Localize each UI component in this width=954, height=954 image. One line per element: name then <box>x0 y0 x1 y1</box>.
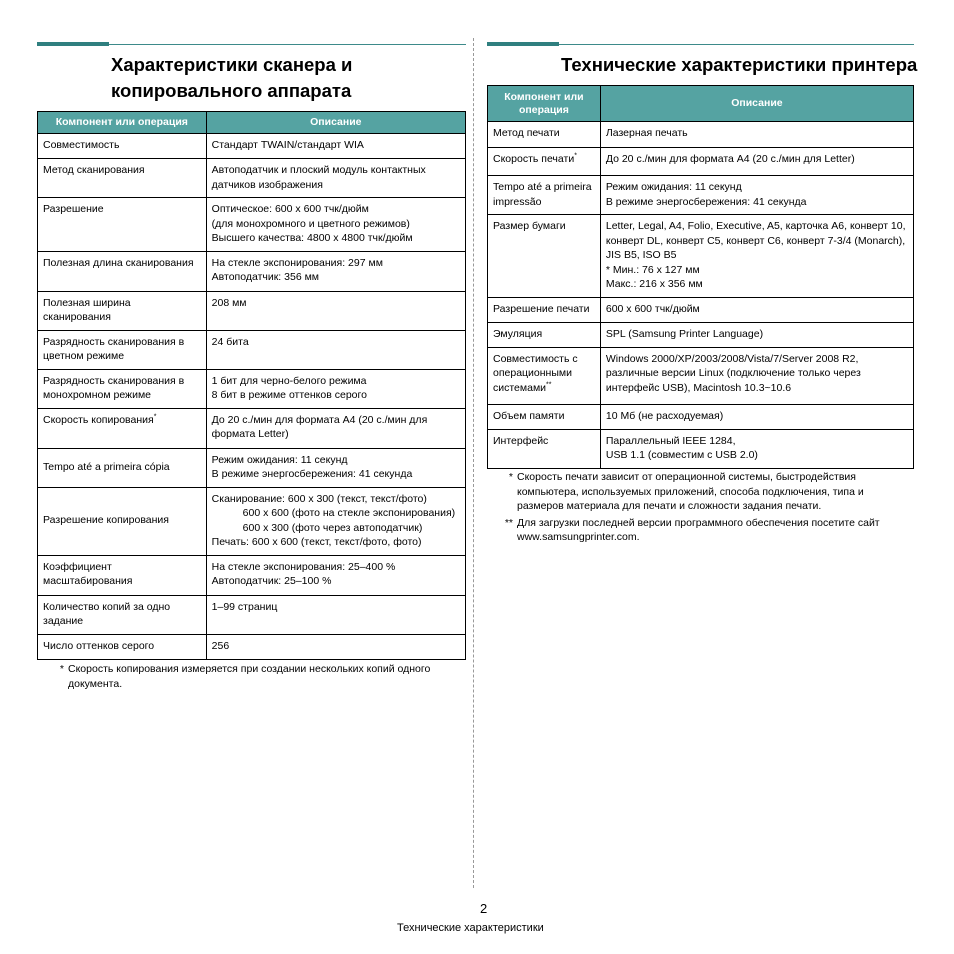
component-name: Интерфейс <box>493 434 549 447</box>
component-name: Разрешение печати <box>493 302 590 315</box>
footnote-marker: * <box>574 152 577 160</box>
scanner-row <box>38 448 466 487</box>
scanner-row <box>38 487 466 555</box>
description-line: Печать: 600 x 600 (текст, текст/фото, фото) <box>211 536 422 548</box>
description-line: (для монохромного и цветного режимов) <box>211 217 410 230</box>
description-line: В режиме энергосбережения: 41 секунда <box>605 195 807 208</box>
scanner-row <box>38 595 466 634</box>
printer-row-description <box>600 122 913 148</box>
printer-row <box>488 215 914 298</box>
component-name: Совместимость с операционными системами <box>493 352 578 394</box>
scanner-row-description <box>206 369 465 408</box>
description-line: 208 мм <box>211 296 247 309</box>
scanner-row-description <box>206 595 465 634</box>
footnote-marker: * <box>153 413 157 420</box>
component-name: Разрядность сканирования в монохромном режиме <box>43 374 185 401</box>
description-line: На стекле экспонирования: 297 мм <box>211 256 383 269</box>
description-line: На стекле экспонирования: 25–400 % <box>211 560 396 573</box>
component-name: Размер бумаги <box>493 220 566 232</box>
description-line: Автоподатчик: 356 мм <box>211 271 320 283</box>
scanner-row-description <box>206 134 465 159</box>
footnote <box>500 516 908 545</box>
printer-row-description <box>600 297 913 322</box>
footnote-text: Скорость копирования измеряется при создании нескольких копий одного документа. <box>68 663 431 690</box>
description-line: 1 бит для черно-белого режима <box>211 374 367 387</box>
printer-row-description <box>600 322 913 347</box>
printer-row <box>488 347 914 404</box>
scanner-row-description <box>206 487 465 555</box>
footer-section-name: Технические характеристики <box>397 922 544 934</box>
scanner-row-component <box>38 408 207 448</box>
component-name: Разрядность сканирования в цветном режиме <box>43 335 185 362</box>
footnote-mark: * <box>59 663 64 675</box>
scanner-row-description <box>206 330 465 369</box>
description-line: До 20 с./мин для формата A4 (20 с./мин для формата Letter) <box>211 413 428 440</box>
scanner-row-component <box>38 159 207 198</box>
printer-row <box>488 322 914 347</box>
printer-row-component <box>488 322 601 347</box>
scanner-row-component <box>38 330 207 369</box>
page-number: 2 <box>480 901 488 916</box>
scanner-row <box>38 134 466 159</box>
component-name: Разрешение копирования <box>43 514 169 527</box>
component-name: Количество копий за одно задание <box>43 600 171 627</box>
scanner-row <box>38 369 466 408</box>
scanner-row-description <box>206 408 465 448</box>
printer-row <box>488 148 914 176</box>
description-line: 24 бита <box>211 335 249 348</box>
printer-row <box>488 297 914 322</box>
scanner-row-component <box>38 487 207 555</box>
scanner-row-description <box>206 634 465 659</box>
description-line: Оптическое: 600 x 600 тчк/дюйм <box>211 203 369 215</box>
description-line: Режим ожидания: 11 секунд <box>605 181 742 193</box>
component-name: Скорость копирования <box>43 413 154 426</box>
scanner-row-description <box>206 159 465 198</box>
printer-row-description <box>600 404 913 429</box>
footnote <box>55 662 455 691</box>
column-divider <box>473 38 474 888</box>
printer-row <box>488 429 914 468</box>
component-name: Метод сканирования <box>43 164 145 176</box>
component-name: Полезная длина сканирования <box>43 256 194 269</box>
scanner-row-component <box>38 291 207 330</box>
printer-footnotes <box>500 470 908 547</box>
footnote-marker: ** <box>546 381 552 388</box>
printer-row-description <box>600 148 913 176</box>
description-line: Режим ожидания: 11 секунд <box>211 453 348 466</box>
scanner-row-description <box>206 251 465 291</box>
printer-row <box>488 122 914 148</box>
description-line: SPL (Samsung Printer Language) <box>605 327 764 340</box>
description-line: Автоподатчик: 25–100 % <box>211 575 332 587</box>
scanner-row-component <box>38 634 207 659</box>
printer-row-description <box>600 176 913 215</box>
description-line: 600 x 600 (фото на стекле экспонирования) <box>242 507 456 519</box>
scanner-header-description: Описание <box>206 112 465 134</box>
description-line: Letter, Legal, A4, Folio, Executive, A5, карточка A6, конверт 10, конверт DL, конверт C5, конверт C6, конверт 7-3/4 (Monarch), JIS B5, ISO B5 <box>605 220 906 261</box>
description-line: Стандарт TWAIN/стандарт WIA <box>211 139 364 151</box>
scanner-header-component: Компонент или операция <box>38 112 207 134</box>
component-name: Число оттенков серого <box>43 639 155 652</box>
printer-row-description <box>600 347 913 404</box>
description-line: USB 1.1 (совместим с USB 2.0) <box>605 449 758 461</box>
description-line: Высшего качества: 4800 x 4800 тчк/дюйм <box>211 232 413 244</box>
printer-spec-table <box>487 85 914 469</box>
component-name: Метод печати <box>493 127 560 139</box>
scanner-row-component <box>38 595 207 634</box>
scanner-row-component <box>38 251 207 291</box>
footnote <box>500 470 908 514</box>
component-name: Скорость печати <box>493 153 575 165</box>
printer-header-description: Описание <box>600 86 913 122</box>
footnote-mark: * <box>508 471 513 483</box>
component-name: Коэффициент масштабирования <box>43 560 133 587</box>
scanner-row <box>38 251 466 291</box>
description-line: В режиме энергосбережения: 41 секунда <box>211 468 413 480</box>
component-name: Разрешение <box>43 203 104 215</box>
component-name: Tempo até a primeira cópia <box>43 460 170 473</box>
component-name: Эмуляция <box>493 327 543 340</box>
printer-row <box>488 404 914 429</box>
scanner-row-component <box>38 134 207 159</box>
scanner-row-description <box>206 555 465 595</box>
printer-row-component <box>488 347 601 404</box>
scanner-row <box>38 330 466 369</box>
scanner-row <box>38 408 466 448</box>
description-line: Windows 2000/XP/2003/2008/Vista/7/Server 2008 R2, различные версии Linux (подключение только через интерфейс USB), Macintosh 10.3~10.6 <box>605 352 861 394</box>
scanner-row-description <box>206 448 465 487</box>
footnote-text: Для загрузки последней версии программного обеспечения посетите сайт www.samsungprinter.com. <box>517 516 880 543</box>
left-top-rule <box>37 44 466 45</box>
scanner-row-description <box>206 291 465 330</box>
component-name: Совместимость <box>43 139 120 151</box>
scanner-row-component <box>38 555 207 595</box>
description-line: Автоподатчик и плоский модуль контактных датчиков изображения <box>211 164 426 191</box>
component-name: Полезная ширина сканирования <box>43 296 131 323</box>
description-line: 256 <box>211 639 230 652</box>
description-line: Параллельный IEEE 1284, <box>605 434 736 447</box>
scanner-spec-table <box>37 111 466 660</box>
description-line: 10 Мб (не расходуемая) <box>605 409 724 422</box>
description-line: Сканирование: 600 x 300 (текст, текст/фото) <box>211 492 427 505</box>
printer-row-component <box>488 122 601 148</box>
component-name: Tempo até a primeira impressão <box>493 181 592 208</box>
description-line: До 20 с./мин для формата A4 (20 с./мин для Letter) <box>605 153 855 165</box>
footnote-mark: ** <box>504 516 513 529</box>
printer-row <box>488 176 914 215</box>
scanner-row <box>38 198 466 252</box>
description-line: Лазерная печать <box>605 127 688 139</box>
scanner-row <box>38 291 466 330</box>
printer-row-component <box>488 297 601 322</box>
printer-section-title: Технические характеристики принтера <box>561 54 918 75</box>
printer-header-component: Компонент или операция <box>488 86 601 122</box>
printer-row-component <box>488 176 601 215</box>
printer-row-component <box>488 148 601 176</box>
description-line: 1–99 страниц <box>211 600 278 613</box>
scanner-row-component <box>38 369 207 408</box>
scanner-row <box>38 634 466 659</box>
printer-row-description <box>600 215 913 298</box>
scanner-row <box>38 159 466 198</box>
scanner-row-component <box>38 198 207 252</box>
printer-row-component <box>488 429 601 468</box>
right-top-rule <box>487 44 914 45</box>
printer-row-component <box>488 215 601 298</box>
scanner-row-component <box>38 448 207 487</box>
description-line: Макс.: 216 x 356 мм <box>605 278 703 290</box>
scanner-section-title: Характеристики сканера и копировального аппарата <box>111 54 353 101</box>
description-line: * Мин.: 76 x 127 мм <box>605 263 700 276</box>
scanner-row-description <box>206 198 465 252</box>
description-line: 600 x 600 тчк/дюйм <box>605 302 700 315</box>
footnote-text: Скорость печати зависит от операционной системы, быстродействия компьютера, используемых приложений, способа подключения, типа и размеров материала для печати и сложности задания печати. <box>517 471 864 512</box>
description-line: 600 x 300 (фото через автоподатчик) <box>242 521 423 534</box>
printer-row-description <box>600 429 913 468</box>
description-line: 8 бит в режиме оттенков серого <box>211 389 367 401</box>
scanner-row <box>38 555 466 595</box>
printer-row-component <box>488 404 601 429</box>
scanner-footnotes <box>55 662 455 693</box>
component-name: Объем памяти <box>493 409 565 422</box>
